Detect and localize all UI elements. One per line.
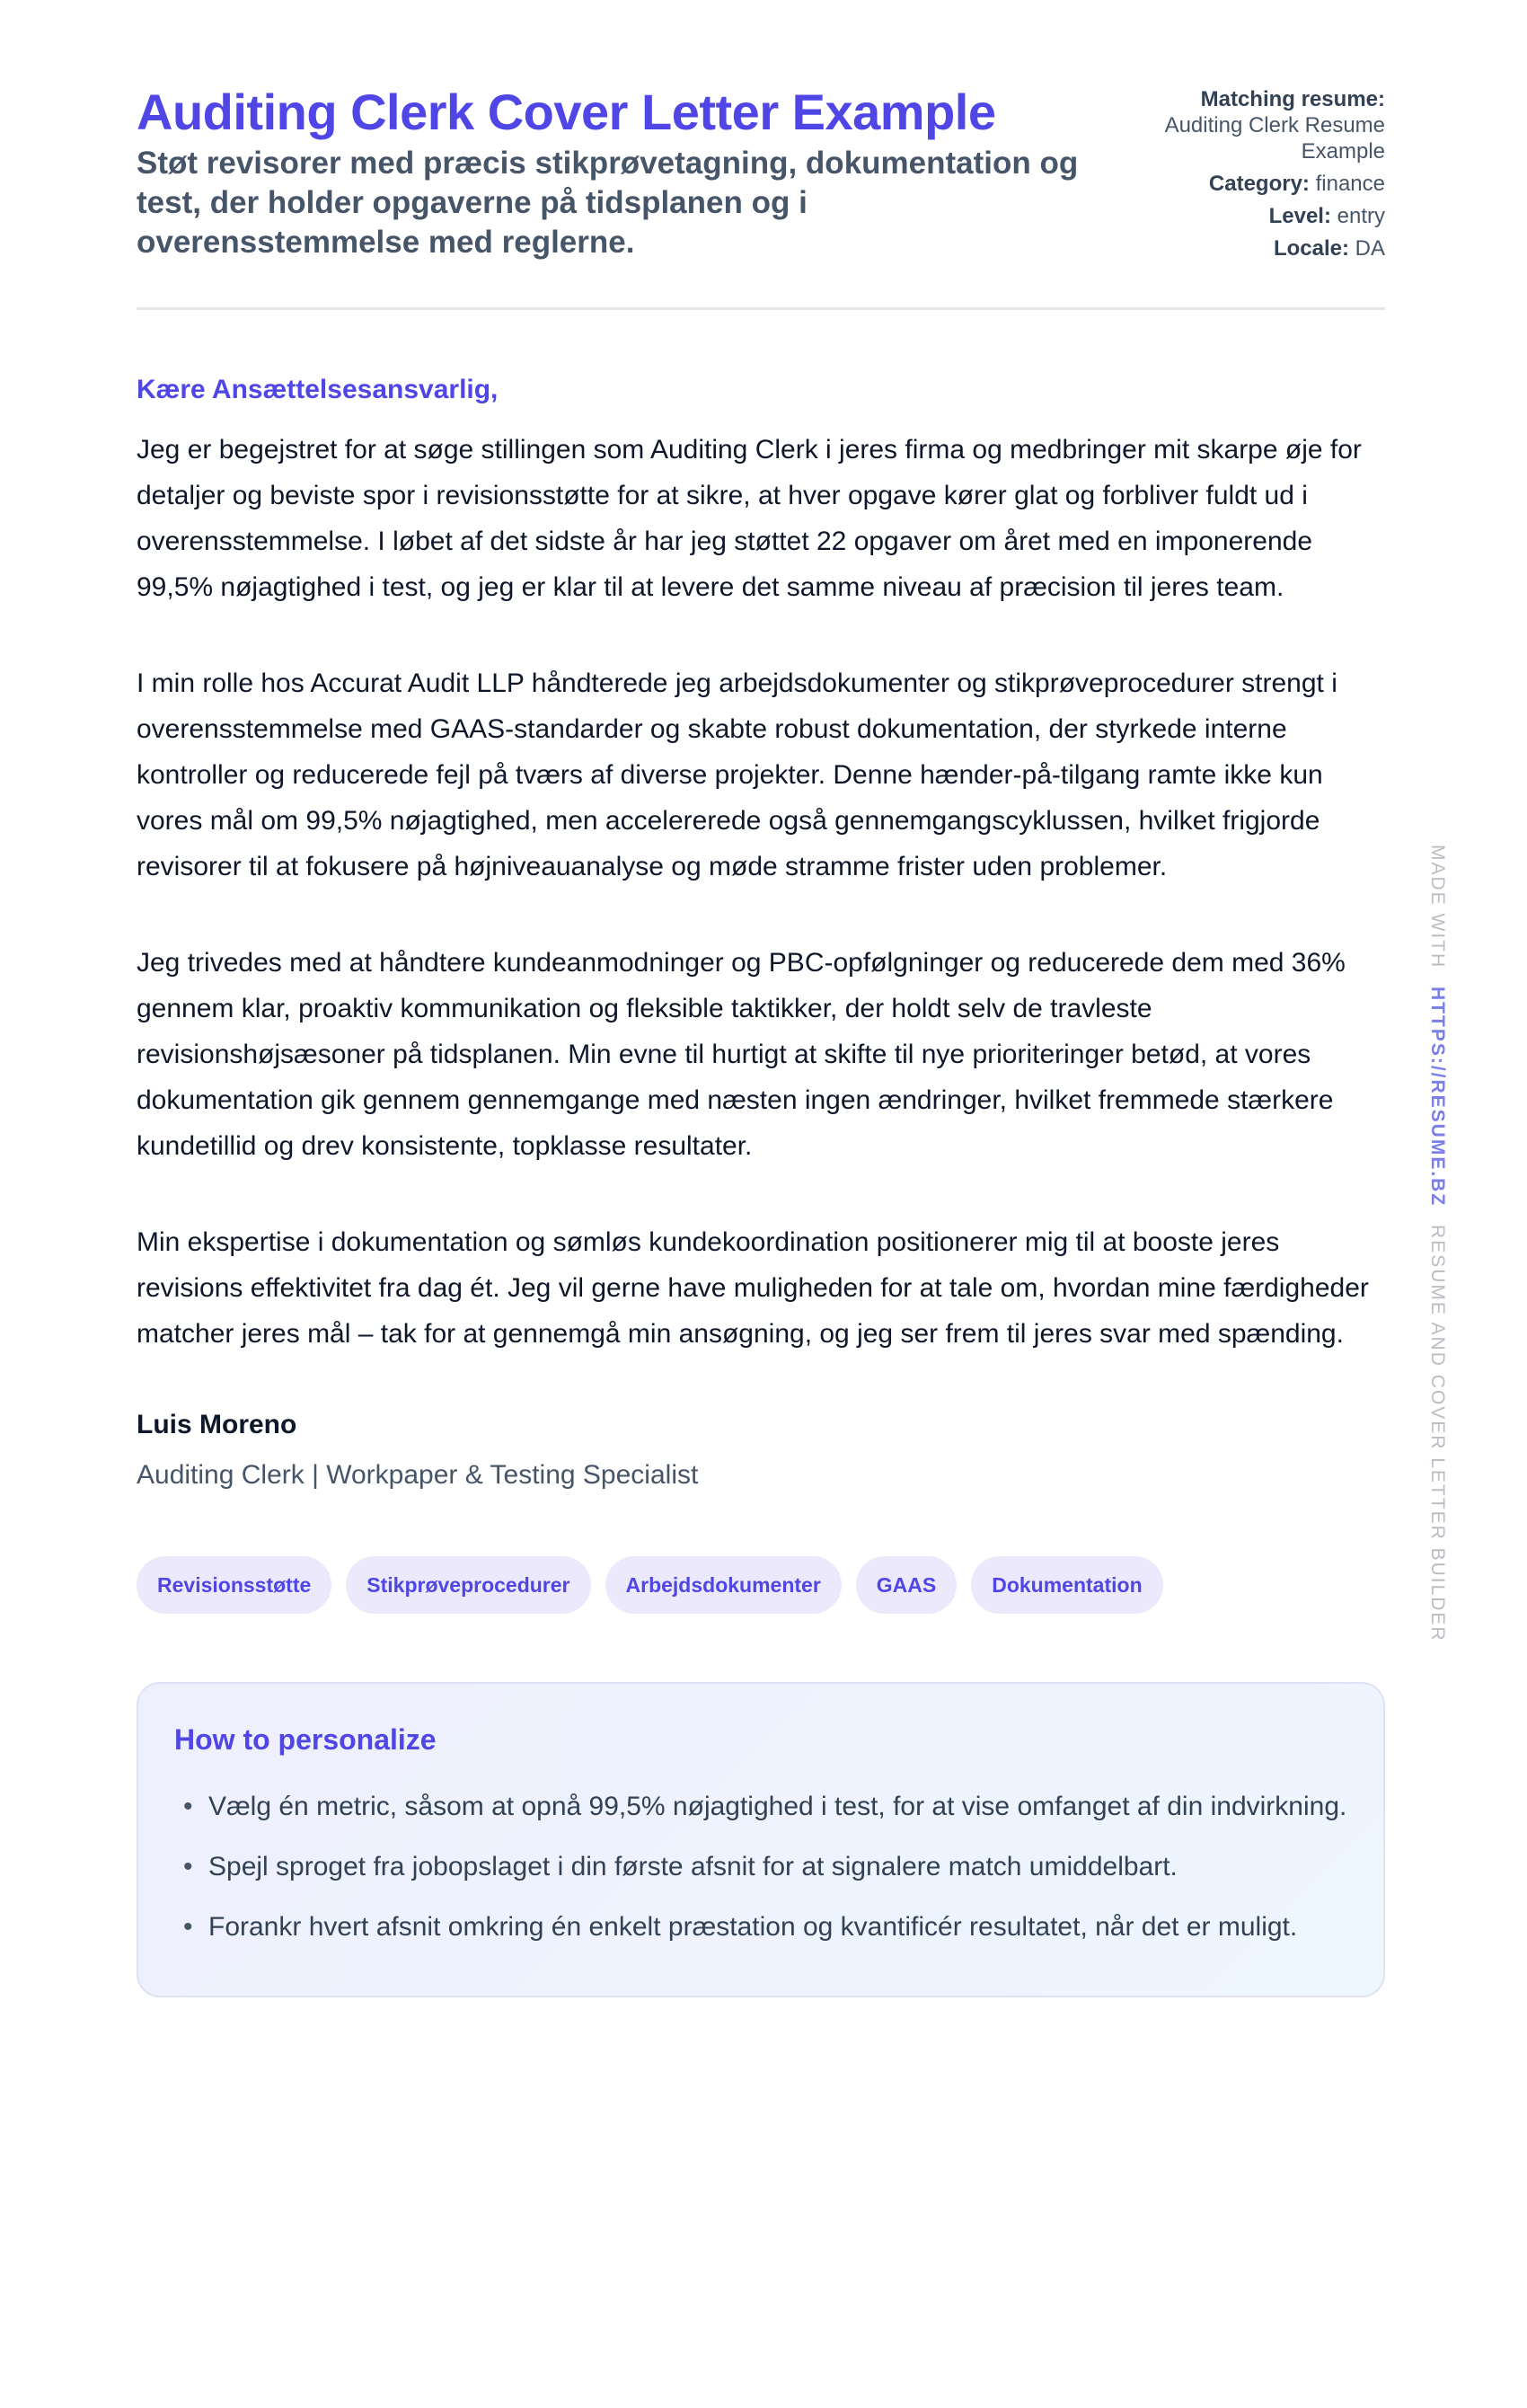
meta-level-value: entry <box>1337 204 1385 228</box>
signature-title: Auditing Clerk | Workpaper & Testing Specialist <box>137 1460 699 1490</box>
matching-resume-link[interactable]: Auditing Clerk Resume Example <box>1164 113 1385 164</box>
bullet-icon: • <box>183 1912 193 1942</box>
meta-matching-resume <box>1089 86 1385 164</box>
meta-locale <box>1089 235 1385 261</box>
meta-level-label: Level: <box>1268 204 1331 228</box>
signature-name: Luis Moreno <box>137 1410 297 1439</box>
letter-paragraph: Min ekspertise i dokumentation og sømløs kundekoordination positionerer mig til at booste jeres revisions effektivitet fra dag ét. Jeg vil gerne have muligheden for at tale om, hvordan mine færdigheder matcher jeres mål – tak for at gennemgå min ansøgning, og jeg ser frem til jeres svar med spænding. <box>137 1227 1369 1349</box>
made-with-sidebar <box>1426 845 1448 1642</box>
letter-body <box>137 427 1385 1357</box>
skill-tags <box>137 1556 1385 1614</box>
meta-panel <box>1089 83 1385 268</box>
letter-paragraph: Jeg er begejstret for at søge stillingen som Auditing Clerk i jeres firma og medbringer mit skarpe øje for detaljer og beviste spor i revisionsstøtte for at sikre, at hver opgave kører glat og forbliver fuldt ud i overensstemmelse. I løbet af det sidste år har jeg støttet 22 opgaver om året med en imponerende 99,5% nøjagtighed i test, og jeg er klar til at levere det samme niveau af præcision til jeres team. <box>137 435 1362 602</box>
tip-item <box>183 1784 1347 1829</box>
tip-text: Forankr hvert afsnit omkring én enkelt præstation og kvantificér resultatet, når det er muligt. <box>208 1912 1298 1942</box>
meta-level <box>1089 203 1385 229</box>
tips-list <box>174 1784 1347 1950</box>
skill-tag: Revisionsstøtte <box>137 1556 331 1614</box>
made-with-label: MADE WITH <box>1427 845 1448 969</box>
tip-text: Spejl sproget fra jobopslaget i din første afsnit for at signalere match umiddelbart. <box>208 1852 1178 1881</box>
tip-item <box>183 1905 1347 1950</box>
meta-category-value: finance <box>1315 172 1385 196</box>
resume-bz-link[interactable]: HTTPS://RESUME.BZ <box>1427 987 1448 1208</box>
tips-title: How to personalize <box>174 1723 437 1756</box>
meta-matching-resume-label: Matching resume: <box>1200 87 1385 111</box>
meta-locale-value: DA <box>1355 236 1385 261</box>
builder-tagline: RESUME AND COVER LETTER BUILDER <box>1427 1225 1448 1642</box>
page-subtitle: Støt revisorer med præcis stikprøvetagning, dokumentation og test, der holder opgaverne på tidsplanen og i overensstemmelse med reglerne. <box>137 146 1079 260</box>
page-title: Auditing Clerk Cover Letter Example <box>137 84 996 140</box>
letter-paragraph: I min rolle hos Accurat Audit LLP håndterede jeg arbejdsdokumenter og stikprøveprocedurer strengt i overensstemmelse med GAAS-standarder og skabte robust dokumentation, der styrkede interne kontroller og reducerede fejl på tværs af diverse projekter. Denne hænder-på-tilgang ramte ikke kun vores mål om 99,5% nøjagtighed, men accelererede også gennemgangscyklussen, hvilket frigjorde revisorer til at fokusere på højniveauanalyse og møde stramme frister uden problemer. <box>137 668 1337 881</box>
personalize-tips-box <box>137 1682 1385 1997</box>
bullet-icon: • <box>183 1792 193 1821</box>
skill-tag: Dokumentation <box>971 1556 1162 1614</box>
letter-paragraph: Jeg trivedes med at håndtere kundeanmodninger og PBC-opfølgninger og reducerede dem med 36% gennem klar, proaktiv kommunikation og fleksible taktikker, der holdt selv de travleste revisionshøjsæsoner på tidsplanen. Min evne til hurtigt at skifte til nye prioriteringer betød, at vores dokumentation gik gennem gennemgange med næsten ingen ændringer, hvilket fremmede stærkere kundetillid og drev konsistente, topklasse resultater. <box>137 948 1346 1161</box>
cover-letter-page <box>137 83 1385 1997</box>
meta-category <box>1089 171 1385 197</box>
skill-tag: Arbejdsdokumenter <box>605 1556 842 1614</box>
tip-item <box>183 1845 1347 1890</box>
signature-block <box>137 1407 1385 1493</box>
meta-locale-label: Locale: <box>1273 236 1349 261</box>
letter-greeting: Kære Ansættelsesansvarlig, <box>137 375 499 404</box>
skill-tag: Stikprøveprocedurer <box>346 1556 590 1614</box>
meta-category-label: Category: <box>1208 172 1310 196</box>
page-header <box>137 83 1385 310</box>
header-titles <box>137 83 1089 262</box>
skill-tag: GAAS <box>856 1556 957 1614</box>
tip-text: Vælg én metric, såsom at opnå 99,5% nøjagtighed i test, for at vise omfanget af din indvirkning. <box>208 1792 1347 1821</box>
bullet-icon: • <box>183 1852 193 1881</box>
